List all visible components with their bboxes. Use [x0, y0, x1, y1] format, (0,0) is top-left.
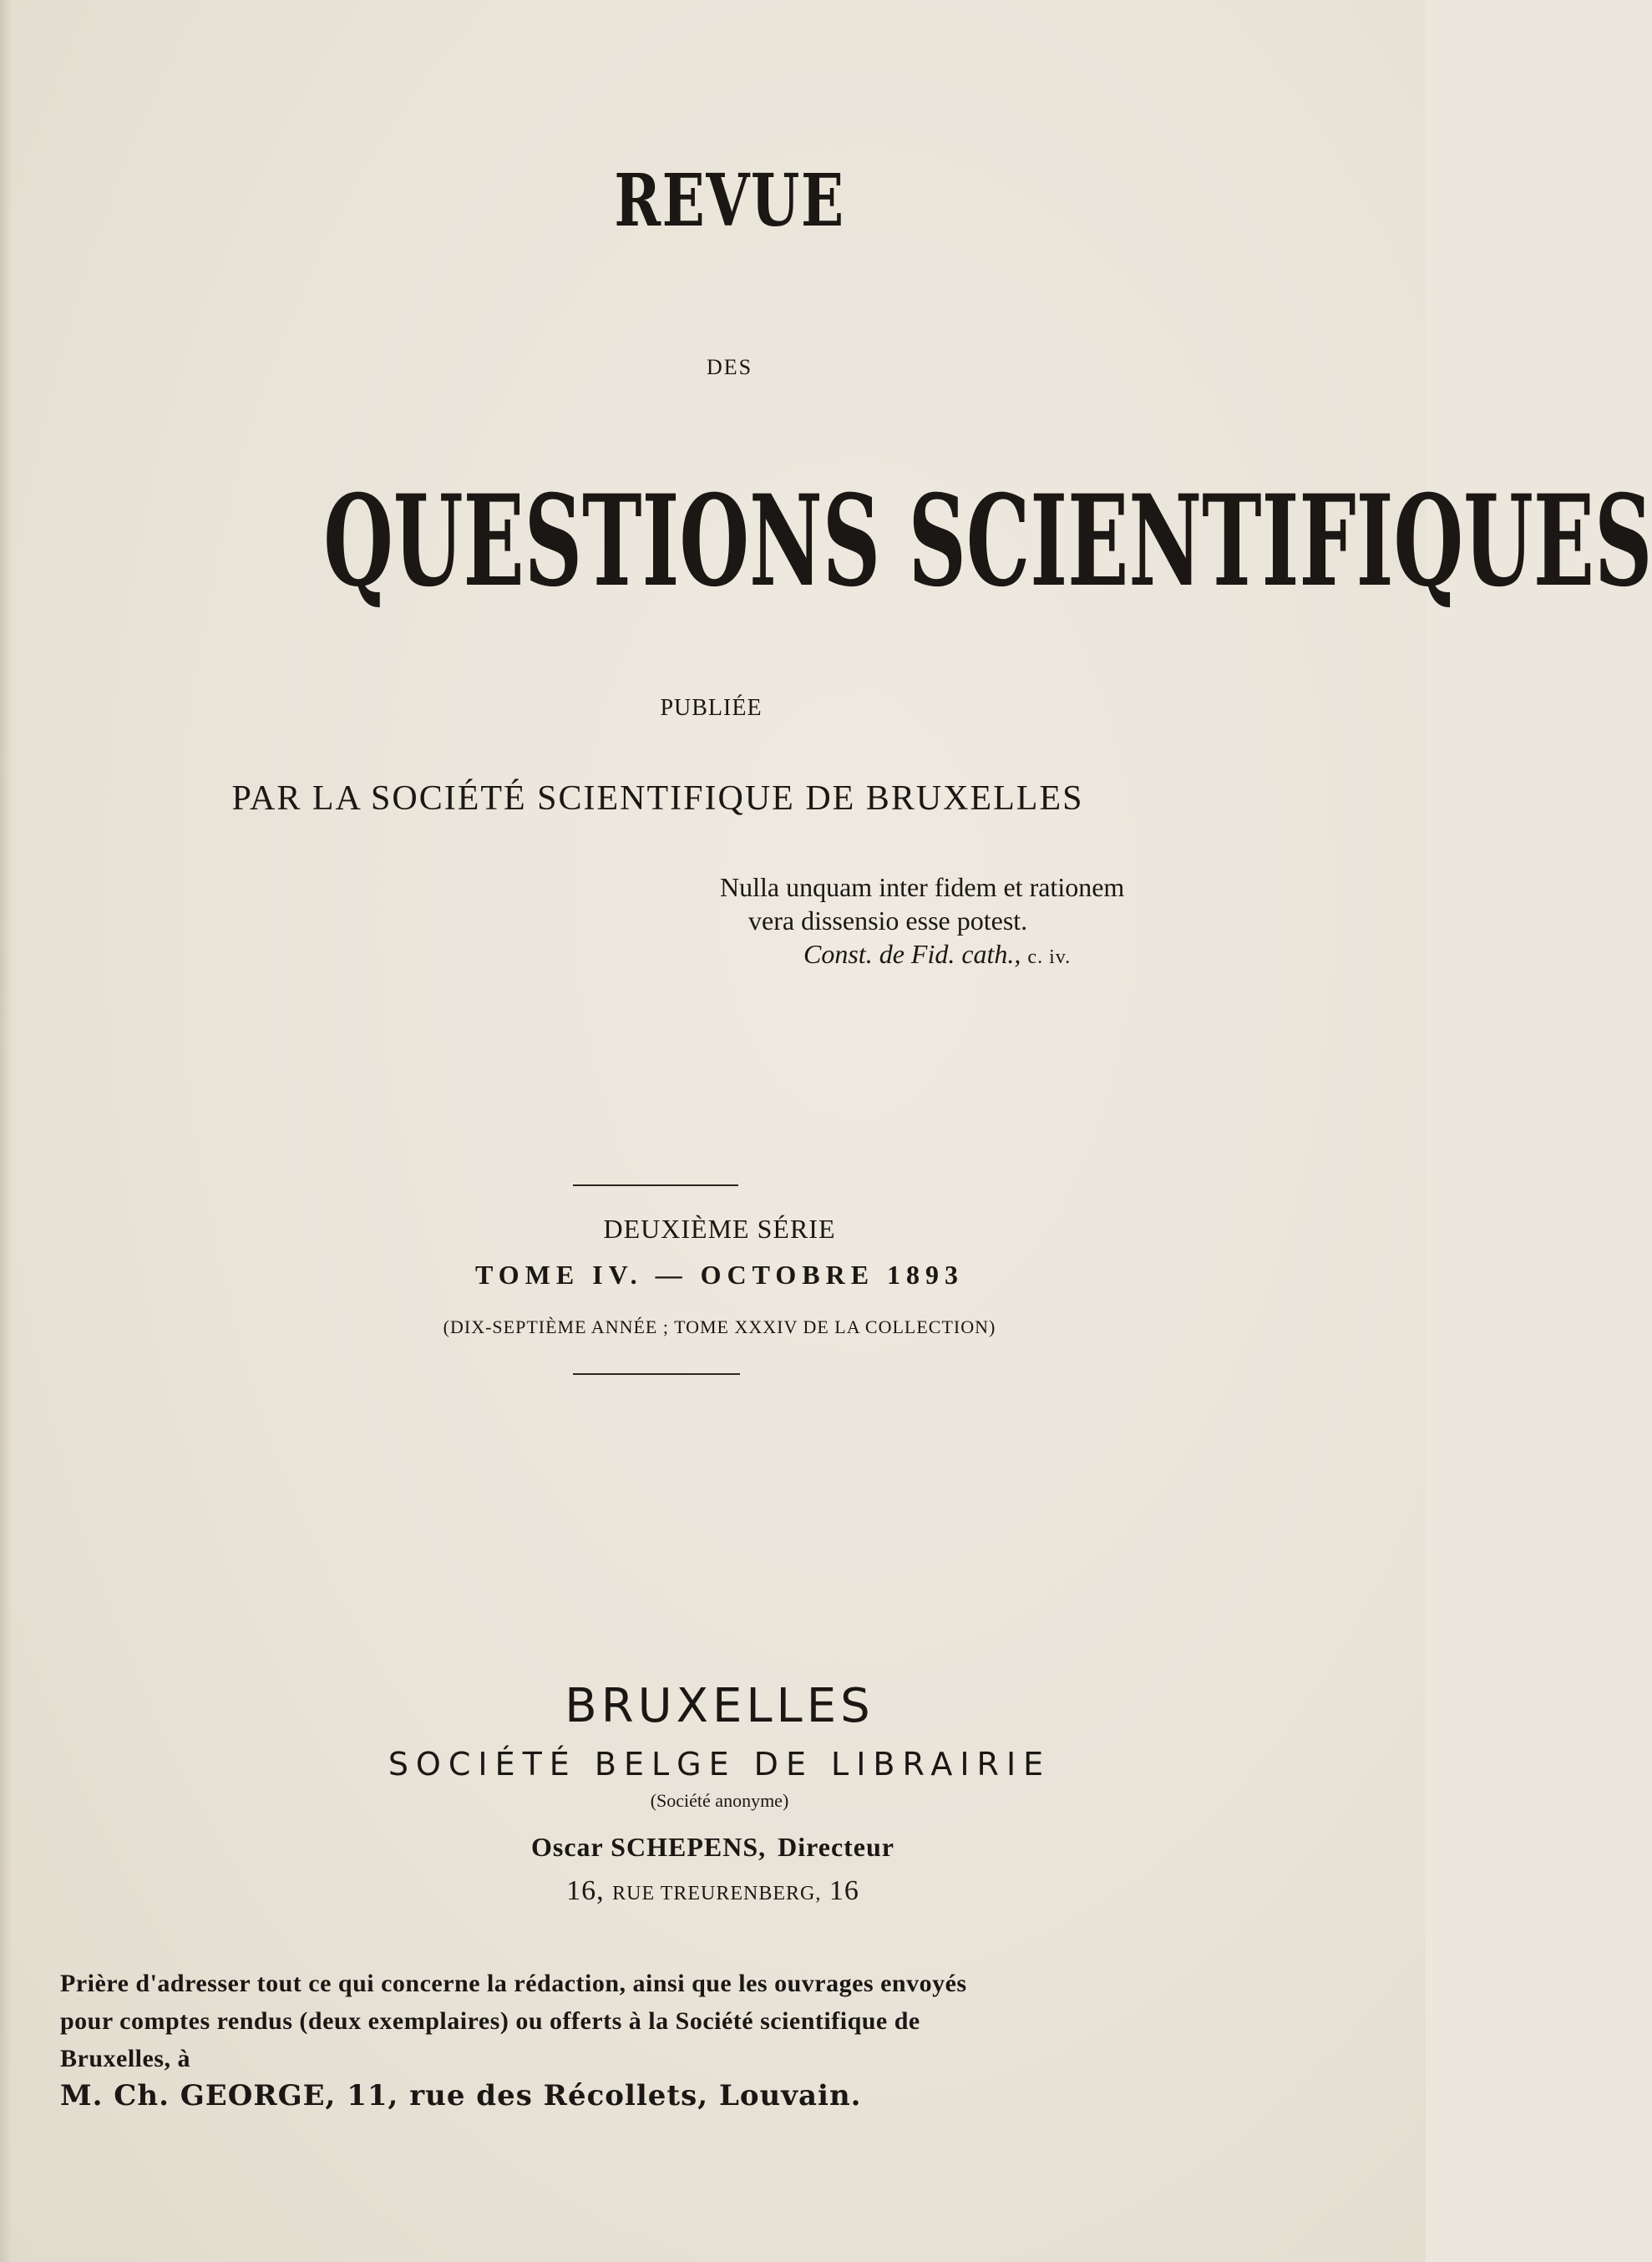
volume-year-note: (DIX-SEPTIÈME ANNÉE ; TOME XXXIV DE LA COLLECTION): [443, 1316, 996, 1337]
journal-title-des: DES: [706, 355, 753, 379]
address-number-1: 16,: [566, 1875, 605, 1906]
imprint-company-type: (Société anonyme): [650, 1790, 789, 1811]
epigraph-source-title: Const. de Fid. cath.,: [803, 939, 1021, 969]
divider-bottom: [573, 1373, 740, 1375]
epigraph-source-chapter: c. iv.: [1027, 946, 1072, 968]
imprint-city: BRUXELLES: [565, 1679, 874, 1733]
series-label: DEUXIÈME SÉRIE: [603, 1214, 836, 1244]
published-label: PUBLIÉE: [660, 695, 763, 721]
volume-date: TOME IV. — OCTOBRE 1893: [474, 1260, 965, 1290]
notice-line-3: [60, 2040, 1263, 2115]
notice-line-3-start: Bruxelles, à: [60, 2045, 190, 2072]
page-edge-shadow: [0, 0, 12, 2262]
address-street: RUE TREURENBERG,: [612, 1883, 822, 1904]
epigraph-line-1: Nulla unquam inter fidem et rationem: [720, 872, 1125, 902]
notice-contact-address: M. Ch. GEORGE, 11, rue des Récollets, Louvain.: [60, 2079, 862, 2112]
journal-title-revue: REVUE: [614, 159, 845, 243]
notice-line-1: Prière d'adresser tout ce qui concerne la rédaction, ainsi que les ouvrages envoyés: [60, 1970, 967, 1997]
epigraph-line-2: vera dissensio esse potest.: [748, 905, 1028, 936]
epigraph: [720, 870, 1124, 974]
journal-title-main: QUESTIONS SCIENTIFIQUES: [323, 468, 1652, 615]
imprint-director: [0, 1832, 1426, 1863]
address-number-2: 16: [829, 1875, 859, 1906]
editorial-notice: [60, 1965, 1263, 2115]
divider-top: [573, 1184, 738, 1186]
epigraph-source: [720, 937, 1124, 974]
director-name: Oscar SCHEPENS,: [531, 1832, 767, 1862]
notice-line-2: pour comptes rendus (deux exemplaires) ou offerts à la Société scientifique de: [60, 2007, 920, 2035]
imprint-address: [0, 1875, 1426, 1907]
imprint-publisher: SOCIÉTÉ BELGE DE LIBRAIRIE: [388, 1746, 1052, 1783]
director-title: Directeur: [778, 1832, 894, 1862]
society-name: PAR LA SOCIÉTÉ SCIENTIFIQUE DE BRUXELLES: [231, 779, 1084, 818]
